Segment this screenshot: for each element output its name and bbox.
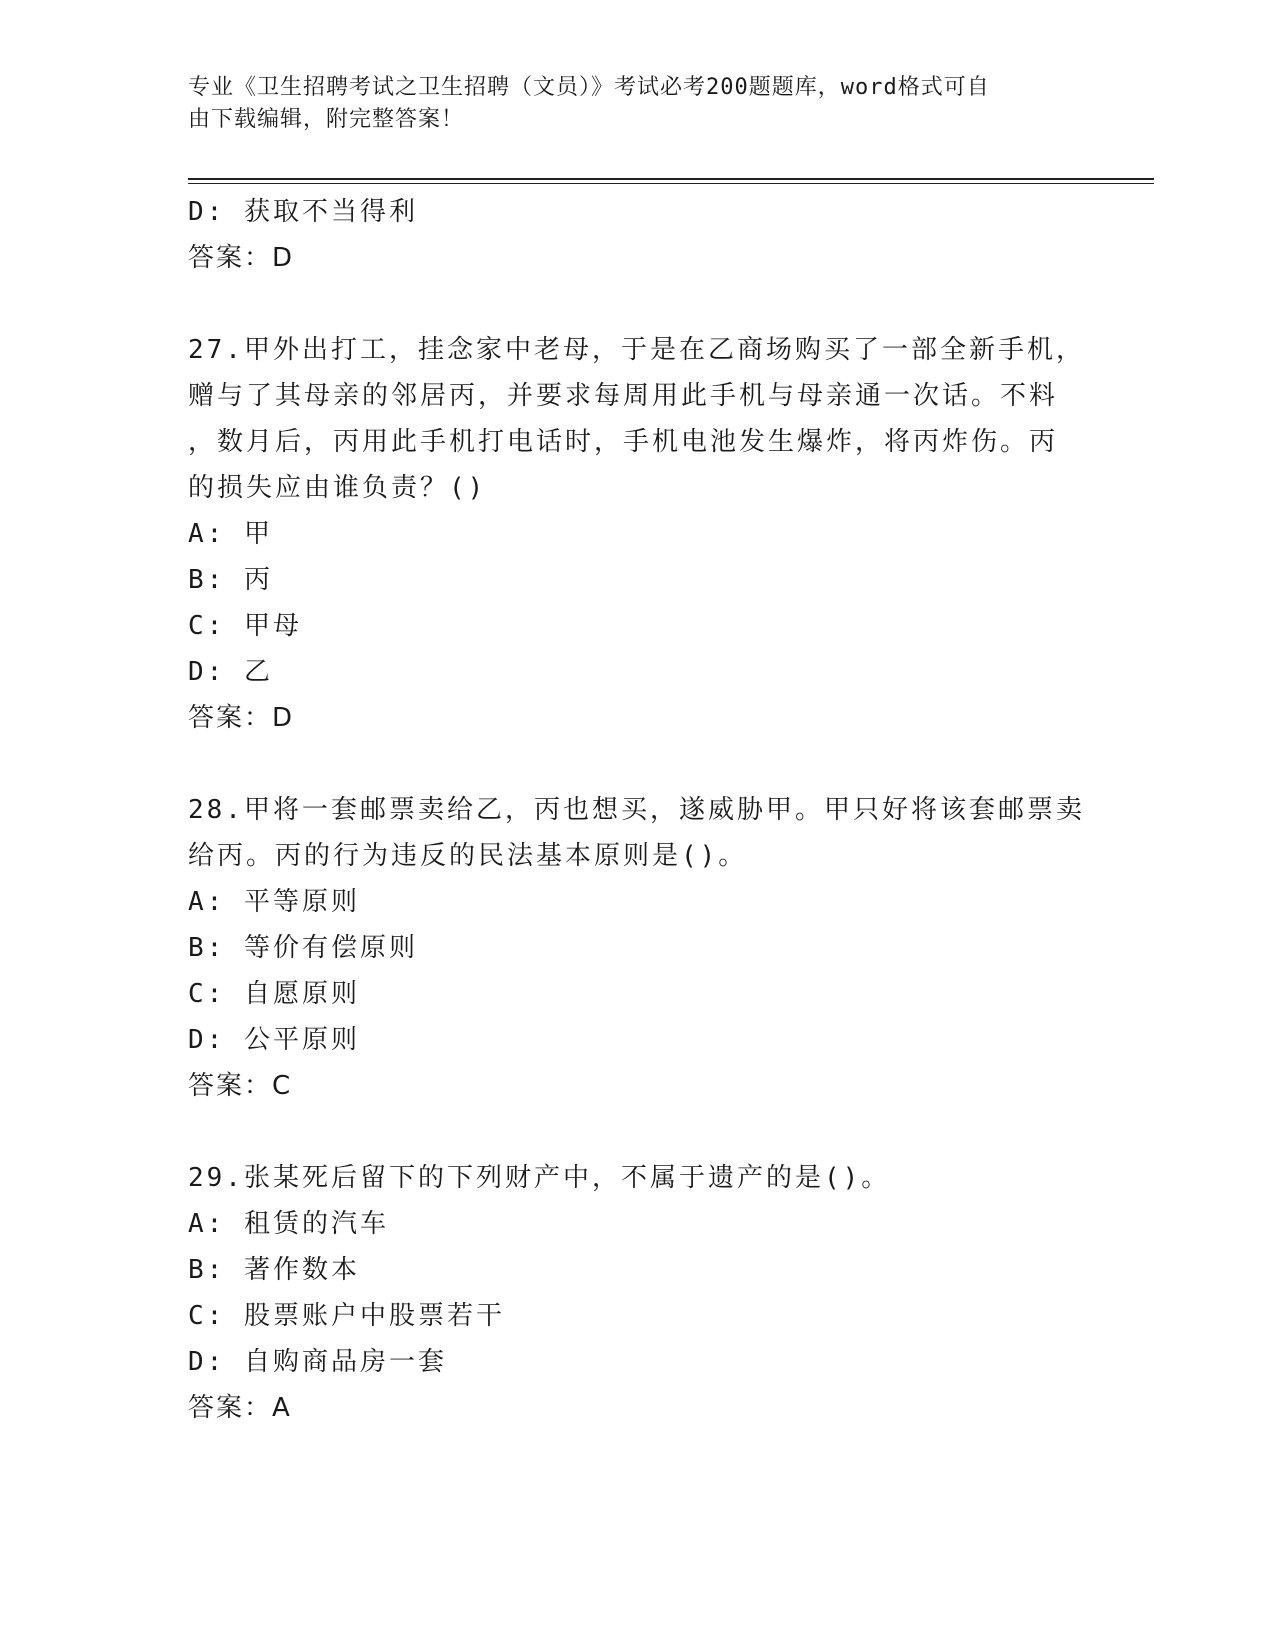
question-27-line: 的损失应由谁负责？()	[188, 473, 487, 503]
spacer	[188, 1109, 1088, 1155]
question-27-option-b: B: 丙	[188, 565, 273, 595]
question-27-option-d: D: 乙	[188, 657, 273, 687]
spacer	[188, 741, 1088, 787]
question-29-option-b: B: 著作数本	[188, 1255, 360, 1285]
question-28-answer: 答案：C	[188, 1071, 293, 1101]
header-line-2: 由下载编辑，附完整答案！	[188, 107, 465, 132]
question-29-answer: 答案：A	[188, 1393, 292, 1423]
header-divider-thin	[188, 183, 1154, 184]
question-27-line: 27.甲外出打工，挂念家中老母，于是在乙商场购买了一部全新手机，	[188, 335, 1085, 365]
question-27-answer: 答案：D	[188, 703, 295, 733]
question-29-option-c: C: 股票账户中股票若干	[188, 1301, 505, 1331]
document-header	[188, 72, 1088, 136]
question-27-line: 赠与了其母亲的邻居丙，并要求每周用此手机与母亲通一次话。不料	[188, 381, 1059, 411]
question-28-option-d: D: 公平原则	[188, 1025, 360, 1055]
question-28-option-a: A: 平等原则	[188, 887, 360, 917]
question-27-line: ，数月后，丙用此手机打电话时，手机电池发生爆炸，将丙炸伤。丙	[188, 427, 1059, 457]
question-29-line: 29.张某死后留下的下列财产中，不属于遗产的是()。	[188, 1163, 891, 1193]
question-28-line: 给丙。丙的行为违反的民法基本原则是()。	[188, 841, 748, 871]
document-body	[188, 189, 1088, 1431]
question-29	[188, 1155, 1088, 1431]
header-divider-thick	[188, 178, 1154, 180]
question-27-option-a: A: 甲	[188, 519, 273, 549]
header-line-1: 专业《卫生招聘考试之卫生招聘（文员）》考试必考200题题库，word格式可自	[188, 75, 990, 100]
question-28-line: 28.甲将一套邮票卖给乙，丙也想买，遂威胁甲。甲只好将该套邮票卖	[188, 795, 1085, 825]
question-28-option-c: C: 自愿原则	[188, 979, 360, 1009]
question-29-option-d: D: 自购商品房一套	[188, 1347, 447, 1377]
question-28-option-b: B: 等价有偿原则	[188, 933, 418, 963]
prev-answer: 答案：D	[188, 243, 295, 273]
question-27	[188, 327, 1088, 741]
question-28	[188, 787, 1088, 1109]
prev-option-d: D: 获取不当得利	[188, 197, 418, 227]
question-27-option-c: C: 甲母	[188, 611, 302, 641]
spacer	[188, 281, 1088, 327]
question-29-option-a: A: 租赁的汽车	[188, 1209, 389, 1239]
